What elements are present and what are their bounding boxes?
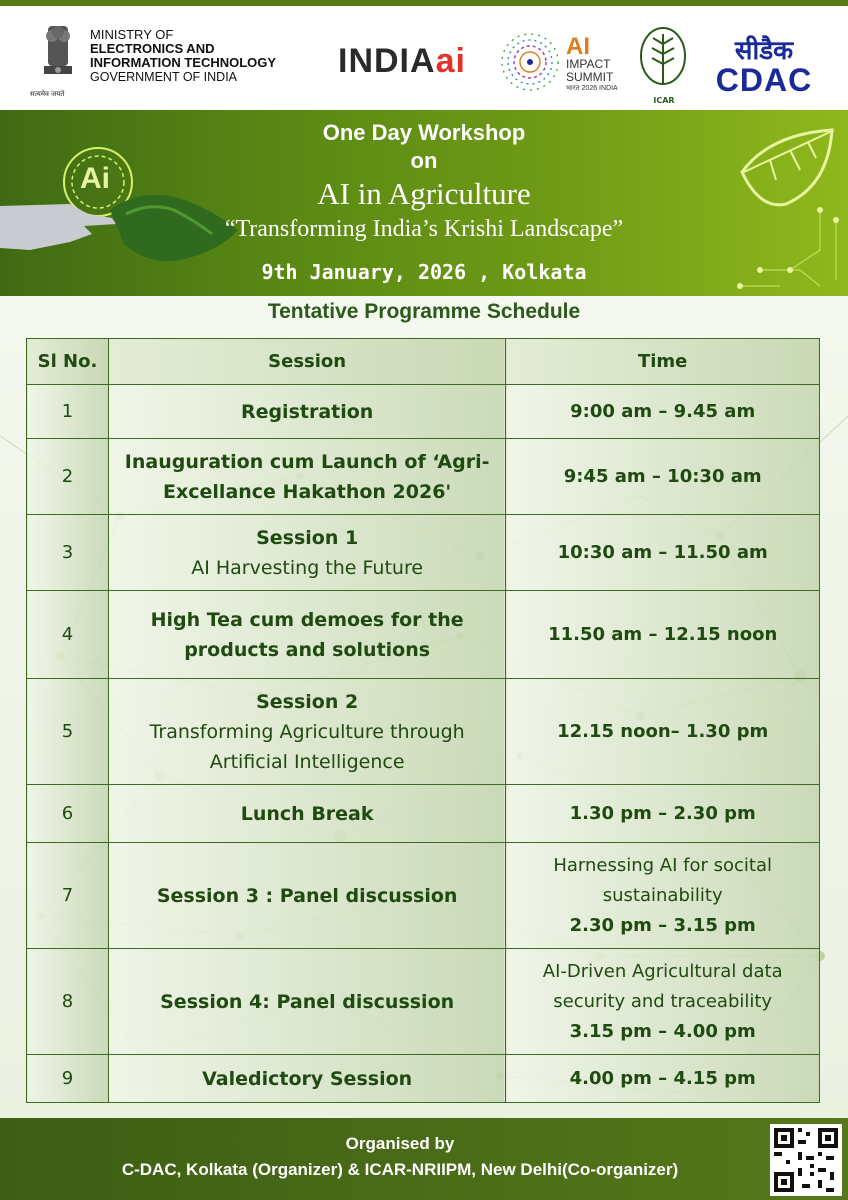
row-sl: 8 [27, 949, 109, 1055]
summit-year: भारत 2026 INDIA [566, 85, 618, 92]
session-title: Session 2 [256, 690, 359, 713]
header-time: Time [506, 339, 820, 385]
row-time: 10:30 am – 11.50 am [506, 515, 820, 591]
summit-text [566, 33, 618, 94]
cdac-logo [712, 36, 816, 96]
table-row [27, 439, 820, 515]
row-sl: 1 [27, 385, 109, 439]
banner-date-place: 9th January, 2026 , Kolkata [261, 260, 587, 284]
ministry-line1: MINISTRY OF [90, 27, 174, 42]
schedule-title: Tentative Programme Schedule [267, 300, 581, 323]
schedule-section [0, 296, 848, 1118]
row-time: 1.30 pm – 2.30 pm [506, 785, 820, 843]
session-subtitle: AI Harvesting the Future [191, 556, 424, 579]
row-time: 11.50 am – 12.15 noon [506, 591, 820, 679]
table-row [27, 679, 820, 785]
indiaai-logo [338, 42, 466, 81]
row-time: 9:45 am – 10:30 am [506, 439, 820, 515]
table-row [27, 1055, 820, 1103]
ministry-block [90, 28, 276, 84]
banner-line1: One Day Workshop [322, 120, 526, 145]
national-emblem-icon [34, 20, 82, 100]
header-session: Session [108, 339, 505, 385]
table-row [27, 949, 820, 1055]
banner-line2: on [410, 148, 438, 173]
table-row [27, 515, 820, 591]
ai-impact-summit-logo [492, 22, 562, 102]
table-row [27, 385, 820, 439]
row-sl: 7 [27, 843, 109, 949]
cdac-english: CDAC [715, 62, 813, 98]
summit-summit: SUMMIT [566, 70, 614, 84]
table-row [27, 591, 820, 679]
header-sl: Sl No. [27, 339, 109, 385]
banner-title: AI in Agriculture [317, 176, 531, 211]
cdac-hindi: सीडैक [734, 35, 794, 65]
table-header-row [27, 339, 820, 385]
row-session: Session 3 : Panel discussion [108, 843, 505, 949]
table-row [27, 785, 820, 843]
ministry-line2: ELECTRONICS AND [90, 41, 215, 56]
time-topic: Harnessing AI for socital sustainability [553, 854, 772, 906]
row-sl: 6 [27, 785, 109, 843]
row-sl: 2 [27, 439, 109, 515]
row-sl: 9 [27, 1055, 109, 1103]
row-session [108, 679, 505, 785]
row-time [506, 843, 820, 949]
row-sl: 3 [27, 515, 109, 591]
banner-subtitle: “Transforming India’s Krishi Landscape” [224, 216, 624, 242]
qr-code-icon[interactable] [770, 1124, 842, 1196]
organiser-footer [0, 1118, 848, 1200]
workshop-banner [0, 110, 848, 296]
icar-label: ICAR [653, 96, 675, 105]
row-session: Inauguration cum Launch of ‘Agri-Excellance Hakathon 2026' [108, 439, 505, 515]
ai-badge-text: Ai [80, 162, 110, 195]
row-session [108, 515, 505, 591]
indiaai-left: INDIA [338, 42, 436, 80]
row-sl: 5 [27, 679, 109, 785]
row-sl: 4 [27, 591, 109, 679]
logo-header [0, 6, 848, 110]
footer-organizers: C-DAC, Kolkata (Organizer) & ICAR-NRIIPM, New Delhi(Co-organizer) [121, 1160, 679, 1179]
row-session: Valedictory Session [108, 1055, 505, 1103]
row-time: 12.15 noon– 1.30 pm [506, 679, 820, 785]
row-session: High Tea cum demoes for the products and solutions [108, 591, 505, 679]
emblem-motto: सत्यमेव जयते [30, 90, 65, 98]
row-time [506, 949, 820, 1055]
indiaai-right: ai [435, 42, 466, 80]
session-subtitle: Transforming Agriculture through Artificial Intelligence [149, 720, 465, 773]
table-row [27, 843, 820, 949]
row-session: Session 4: Panel discussion [108, 949, 505, 1055]
row-time: 4.00 pm – 4.15 pm [506, 1055, 820, 1103]
session-title: Session 1 [256, 526, 359, 549]
row-session: Lunch Break [108, 785, 505, 843]
summit-ai: AI [566, 33, 590, 60]
time-topic: AI-Driven Agricultural data security and traceability [542, 960, 783, 1012]
row-time: 9:00 am – 9.45 am [506, 385, 820, 439]
ministry-line4: GOVERNMENT OF INDIA [90, 70, 238, 84]
time-range: 2.30 pm – 3.15 pm [569, 914, 756, 936]
footer-organised-by: Organised by [345, 1134, 455, 1153]
time-range: 3.15 pm – 4.00 pm [569, 1020, 756, 1042]
schedule-table [26, 338, 820, 1103]
ministry-line3: INFORMATION TECHNOLOGY [90, 55, 277, 70]
row-session: Registration [108, 385, 505, 439]
summit-impact: IMPACT [566, 57, 611, 71]
